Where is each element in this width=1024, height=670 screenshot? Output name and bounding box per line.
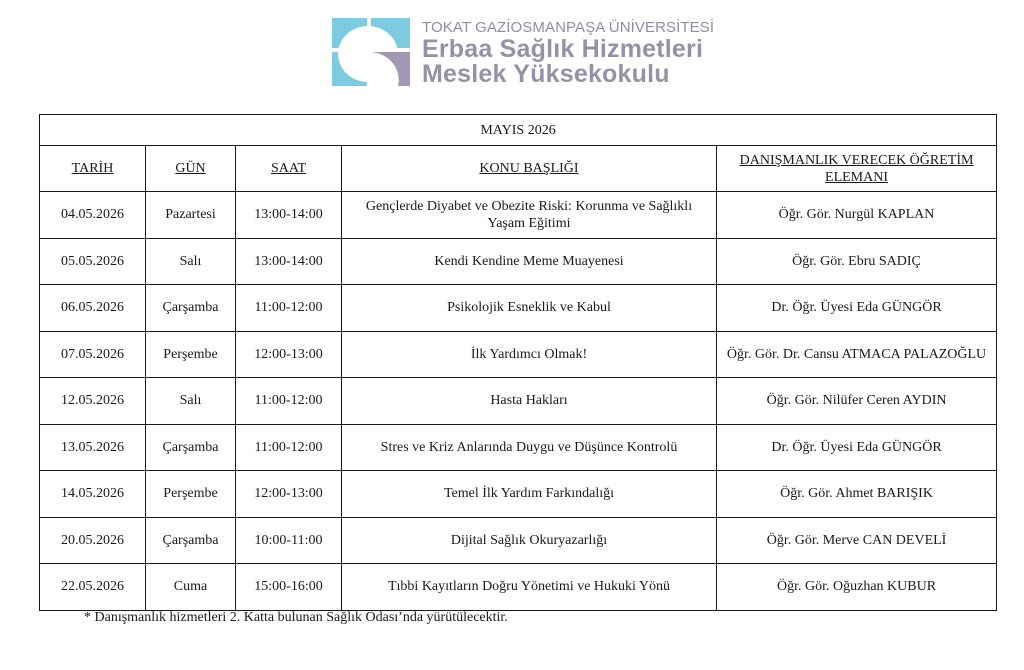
cell-topic: Psikolojik Esneklik ve Kabul <box>342 285 717 332</box>
cell-time: 15:00-16:00 <box>236 564 342 611</box>
cell-date: 13.05.2026 <box>40 424 146 471</box>
cell-time: 13:00-14:00 <box>236 238 342 285</box>
footnote: * Danışmanlık hizmetleri 2. Katta bulunan Sağlık Odası’nda yürütülecektir. <box>84 610 508 625</box>
consultation-schedule-table <box>39 114 997 611</box>
cell-instructor: Öğr. Gör. Nurgül KAPLAN <box>717 192 997 239</box>
cell-time: 11:00-12:00 <box>236 424 342 471</box>
column-header-date: TARİH <box>40 146 146 192</box>
cell-topic: Dijital Sağlık Okuryazarlığı <box>342 517 717 564</box>
cell-time: 11:00-12:00 <box>236 285 342 332</box>
cell-day: Pazartesi <box>146 192 236 239</box>
cell-instructor: Dr. Öğr. Üyesi Eda GÜNGÖR <box>717 424 997 471</box>
cell-instructor: Öğr. Gör. Dr. Cansu ATMACA PALAZOĞLU <box>717 331 997 378</box>
cell-instructor: Öğr. Gör. Ebru SADIÇ <box>717 238 997 285</box>
cell-topic: Tıbbi Kayıtların Doğru Yönetimi ve Hukuki Yönü <box>342 564 717 611</box>
cell-instructor: Öğr. Gör. Nilüfer Ceren AYDIN <box>717 378 997 425</box>
cell-date: 12.05.2026 <box>40 378 146 425</box>
table-row <box>40 517 997 564</box>
cell-day: Salı <box>146 238 236 285</box>
table-row <box>40 471 997 518</box>
university-name: TOKAT GAZİOSMANPAŞA ÜNİVERSİTESİ <box>422 19 715 36</box>
cell-day: Cuma <box>146 564 236 611</box>
cell-date: 06.05.2026 <box>40 285 146 332</box>
table-row <box>40 285 997 332</box>
table-row <box>40 378 997 425</box>
table-row <box>40 424 997 471</box>
institution-header <box>332 18 732 90</box>
cell-day: Çarşamba <box>146 424 236 471</box>
cell-day: Çarşamba <box>146 517 236 564</box>
table-title: MAYIS 2026 <box>40 115 997 146</box>
school-name-line1: Erbaa Sağlık Hizmetleri <box>422 35 704 63</box>
cell-instructor: Öğr. Gör. Merve CAN DEVELİ <box>717 517 997 564</box>
cell-date: 14.05.2026 <box>40 471 146 518</box>
cell-topic: İlk Yardımcı Olmak! <box>342 331 717 378</box>
cell-topic: Hasta Hakları <box>342 378 717 425</box>
table-row <box>40 331 997 378</box>
column-header-time: SAAT <box>236 146 342 192</box>
cell-time: 12:00-13:00 <box>236 331 342 378</box>
cell-instructor: Öğr. Gör. Ahmet BARIŞIK <box>717 471 997 518</box>
cell-time: 13:00-14:00 <box>236 192 342 239</box>
cell-date: 22.05.2026 <box>40 564 146 611</box>
cell-date: 20.05.2026 <box>40 517 146 564</box>
school-name-line2: Meslek Yüksekokulu <box>422 60 670 88</box>
cell-date: 07.05.2026 <box>40 331 146 378</box>
cell-time: 12:00-13:00 <box>236 471 342 518</box>
column-header-topic: KONU BAŞLIĞI <box>342 146 717 192</box>
cell-instructor: Öğr. Gör. Oğuzhan KUBUR <box>717 564 997 611</box>
cell-date: 05.05.2026 <box>40 238 146 285</box>
cell-time: 10:00-11:00 <box>236 517 342 564</box>
cell-day: Perşembe <box>146 331 236 378</box>
cell-topic: Temel İlk Yardım Farkındalığı <box>342 471 717 518</box>
cell-date: 04.05.2026 <box>40 192 146 239</box>
column-header-instructor: DANIŞMANLIK VERECEK ÖĞRETİM ELEMANI <box>717 146 997 192</box>
column-header-day: GÜN <box>146 146 236 192</box>
cell-topic: Gençlerde Diyabet ve Obezite Riski: Korunma ve Sağlıklı Yaşam Eğitimi <box>342 192 717 239</box>
table-row <box>40 564 997 611</box>
cell-day: Perşembe <box>146 471 236 518</box>
cell-day: Salı <box>146 378 236 425</box>
cell-topic: Kendi Kendine Meme Muayenesi <box>342 238 717 285</box>
cell-instructor: Dr. Öğr. Üyesi Eda GÜNGÖR <box>717 285 997 332</box>
cell-day: Çarşamba <box>146 285 236 332</box>
cell-time: 11:00-12:00 <box>236 378 342 425</box>
table-row <box>40 192 997 239</box>
cell-topic: Stres ve Kriz Anlarında Duygu ve Düşünce Kontrolü <box>342 424 717 471</box>
university-logo-icon <box>332 18 410 86</box>
table-row <box>40 238 997 285</box>
